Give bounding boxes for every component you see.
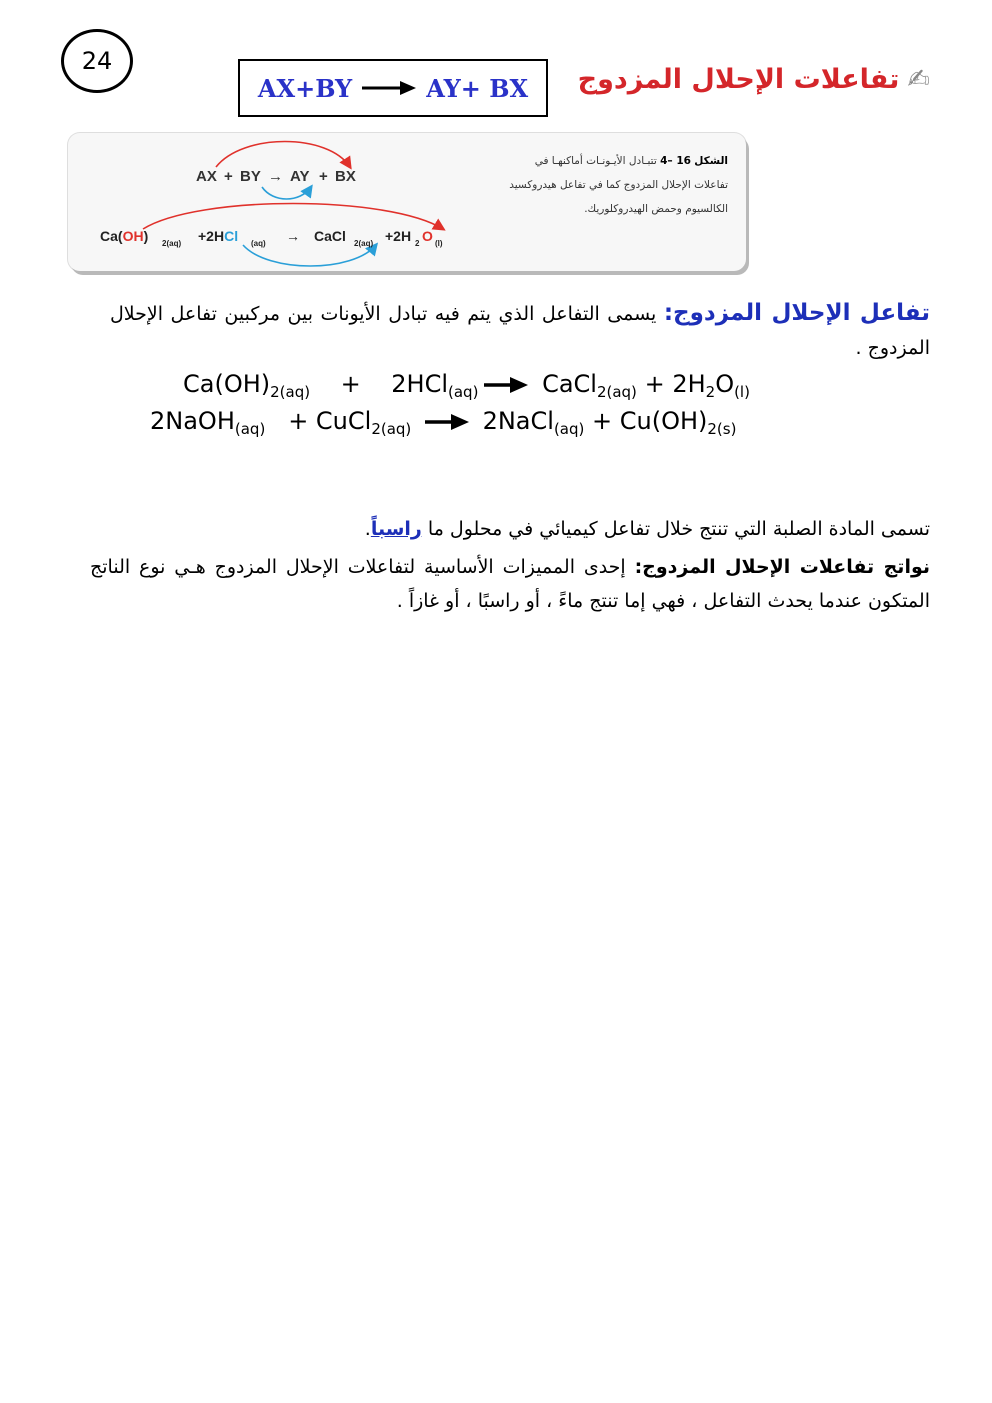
definition-paragraph [110,296,930,365]
exchange-arc-blue-bottom [243,245,376,266]
eq1-product2-h: 2H [672,370,706,398]
section-title [578,64,930,95]
fig-bottom-ca-close: ) [143,228,149,244]
svg-text:+2HCl [198,228,238,244]
eq1-reactant2-state: (aq) [448,383,479,401]
fig-top-plus1: + [224,168,233,185]
eq2-reactant2-state: 2(aq) [371,420,412,438]
exchange-arc-blue-top [262,187,311,199]
svg-text:2(aq) [162,239,181,248]
svg-text:O [422,228,433,244]
eq1-reactant1-state: 2(aq) [270,383,311,401]
section-title-text: تفاعلات الإحلال المزدوج [577,64,900,95]
precipitate-term: راسباً [370,518,422,540]
precipitate-paragraph [110,512,930,546]
fig-bottom-arrow: → [286,228,300,244]
figure-number: 16 –4 [660,155,691,167]
precipitate-text: تسمى المادة الصلبة التي تنتج خلال تفاعل كيميائي في محلول ما [421,518,930,540]
eq1-product2-state: (l) [734,383,750,401]
svg-text:2 [415,239,420,248]
svg-text:+2H [385,228,411,244]
svg-text:(l) [435,239,443,248]
eq1-product1: CaCl [542,370,597,398]
figure-ion-exchange [68,133,746,271]
fig-bottom-oh: OH [122,228,144,244]
caption-line-2: تفاعلات الإحلال المزدوج كما في تفاعل هيدروكسيد [509,179,728,191]
svg-text:(aq) [251,239,266,248]
definition-text: يسمى التفاعل الذي يتم فيه تبادل الأيونات بين مركبين تفاعل الإحلال المزدوج . [110,303,930,359]
figure-label: الشكل [694,155,728,167]
fig-bottom-cacl: CaCl [314,228,346,244]
eq2-reactant1-state: (aq) [234,420,266,438]
svg-text:→ [286,228,300,244]
eq1-reactant1: Ca(OH) [183,370,271,398]
eq2-product2-state: 2(s) [707,420,737,438]
svg-text:Ca(OH) [100,228,148,244]
svg-text:+ [224,168,233,185]
page-number-text: 24 [81,47,113,75]
svg-text:AX [196,168,217,185]
eq1-reactant2: 2HCl [391,370,448,398]
svg-text:+ [319,168,328,185]
caption-line-3: الكالسيوم وحمض الهيدروكلوريك. [584,203,728,215]
precipitate-end: . [364,518,371,540]
eq2-reactant1: 2NaOH [150,407,235,435]
general-equation-products: AY+ BX [426,73,529,103]
eq2-product2: + Cu(OH) [592,407,708,435]
caption-line-1: تتبـادل الأيـونـات أماكنهـا في [534,155,657,167]
products-paragraph [90,550,930,618]
svg-text:BX [335,168,356,185]
arrow-right-icon [484,377,528,393]
figure-reaction-diagram [68,133,498,271]
definition-term: تفاعل الإحلال المزدوج: [663,300,930,326]
svg-text:AY [290,168,309,185]
fig-top-bx: BX [335,168,356,185]
fig-bottom-water-o: O [422,228,433,244]
exchange-arc-red-top [216,142,350,168]
eq1-product1-state: 2(aq) [596,383,637,401]
exchange-arc-red-bottom [143,204,443,230]
svg-text:CaCl [314,228,346,244]
fig-bottom-ca: Ca( [100,228,123,244]
svg-text:→ [268,168,283,185]
eq2-product1-state: (aq) [553,420,585,438]
fig-bottom-ca-sub: 2(aq) [162,239,182,248]
fig-bottom-water-sub: (l) [435,239,443,248]
fig-top-plus2: + [319,168,328,185]
svg-text:BY [240,168,261,185]
eq1-plus: + [340,370,361,398]
fig-bottom-cacl-sub: 2(aq) [354,239,374,248]
general-equation-box [238,59,548,117]
eq1-product2-o: O [715,370,735,398]
general-equation-reactants: AX+BY [257,73,353,103]
page-number [61,29,133,93]
products-term: نواتج تفاعلات الإحلال المزدوج: [634,556,930,578]
eq2-product1: 2NaCl [482,407,554,435]
fig-bottom-water-sub2: 2 [415,239,420,248]
svg-text:2(aq) [354,239,373,248]
fig-top-ay: AY [290,168,310,185]
fig-top-by: BY [240,168,261,185]
arrow-right-icon [425,414,469,430]
fig-bottom-cl: Cl [224,228,239,244]
figure-caption [488,149,728,221]
fig-bottom-hcl-sub: (aq) [251,239,266,248]
equation-calcium-hydroxide [183,370,750,401]
products-text: إحدى المميزات الأساسية لتفاعلات الإحلال المزدوج هـي نوع الناتج المتكون عندما يحدث التفاعل ، فهي إما تنتج ماءً ، أو راسبًا ، أو غازاً . [90,556,930,612]
fig-top-ax: AX [196,168,217,185]
fig-bottom-hcl-coef: +2H [198,228,225,244]
eq2-reactant2: + CuCl [288,407,372,435]
eq1-product2-sub: 2 [705,383,716,401]
eq1-plus2: + [644,370,665,398]
arrow-right-icon [362,80,416,96]
writing-hand-icon: ✍ [907,64,930,95]
fig-top-arrow: → [268,168,283,185]
equation-sodium-hydroxide [150,407,736,438]
fig-bottom-water: +2H [385,228,412,244]
